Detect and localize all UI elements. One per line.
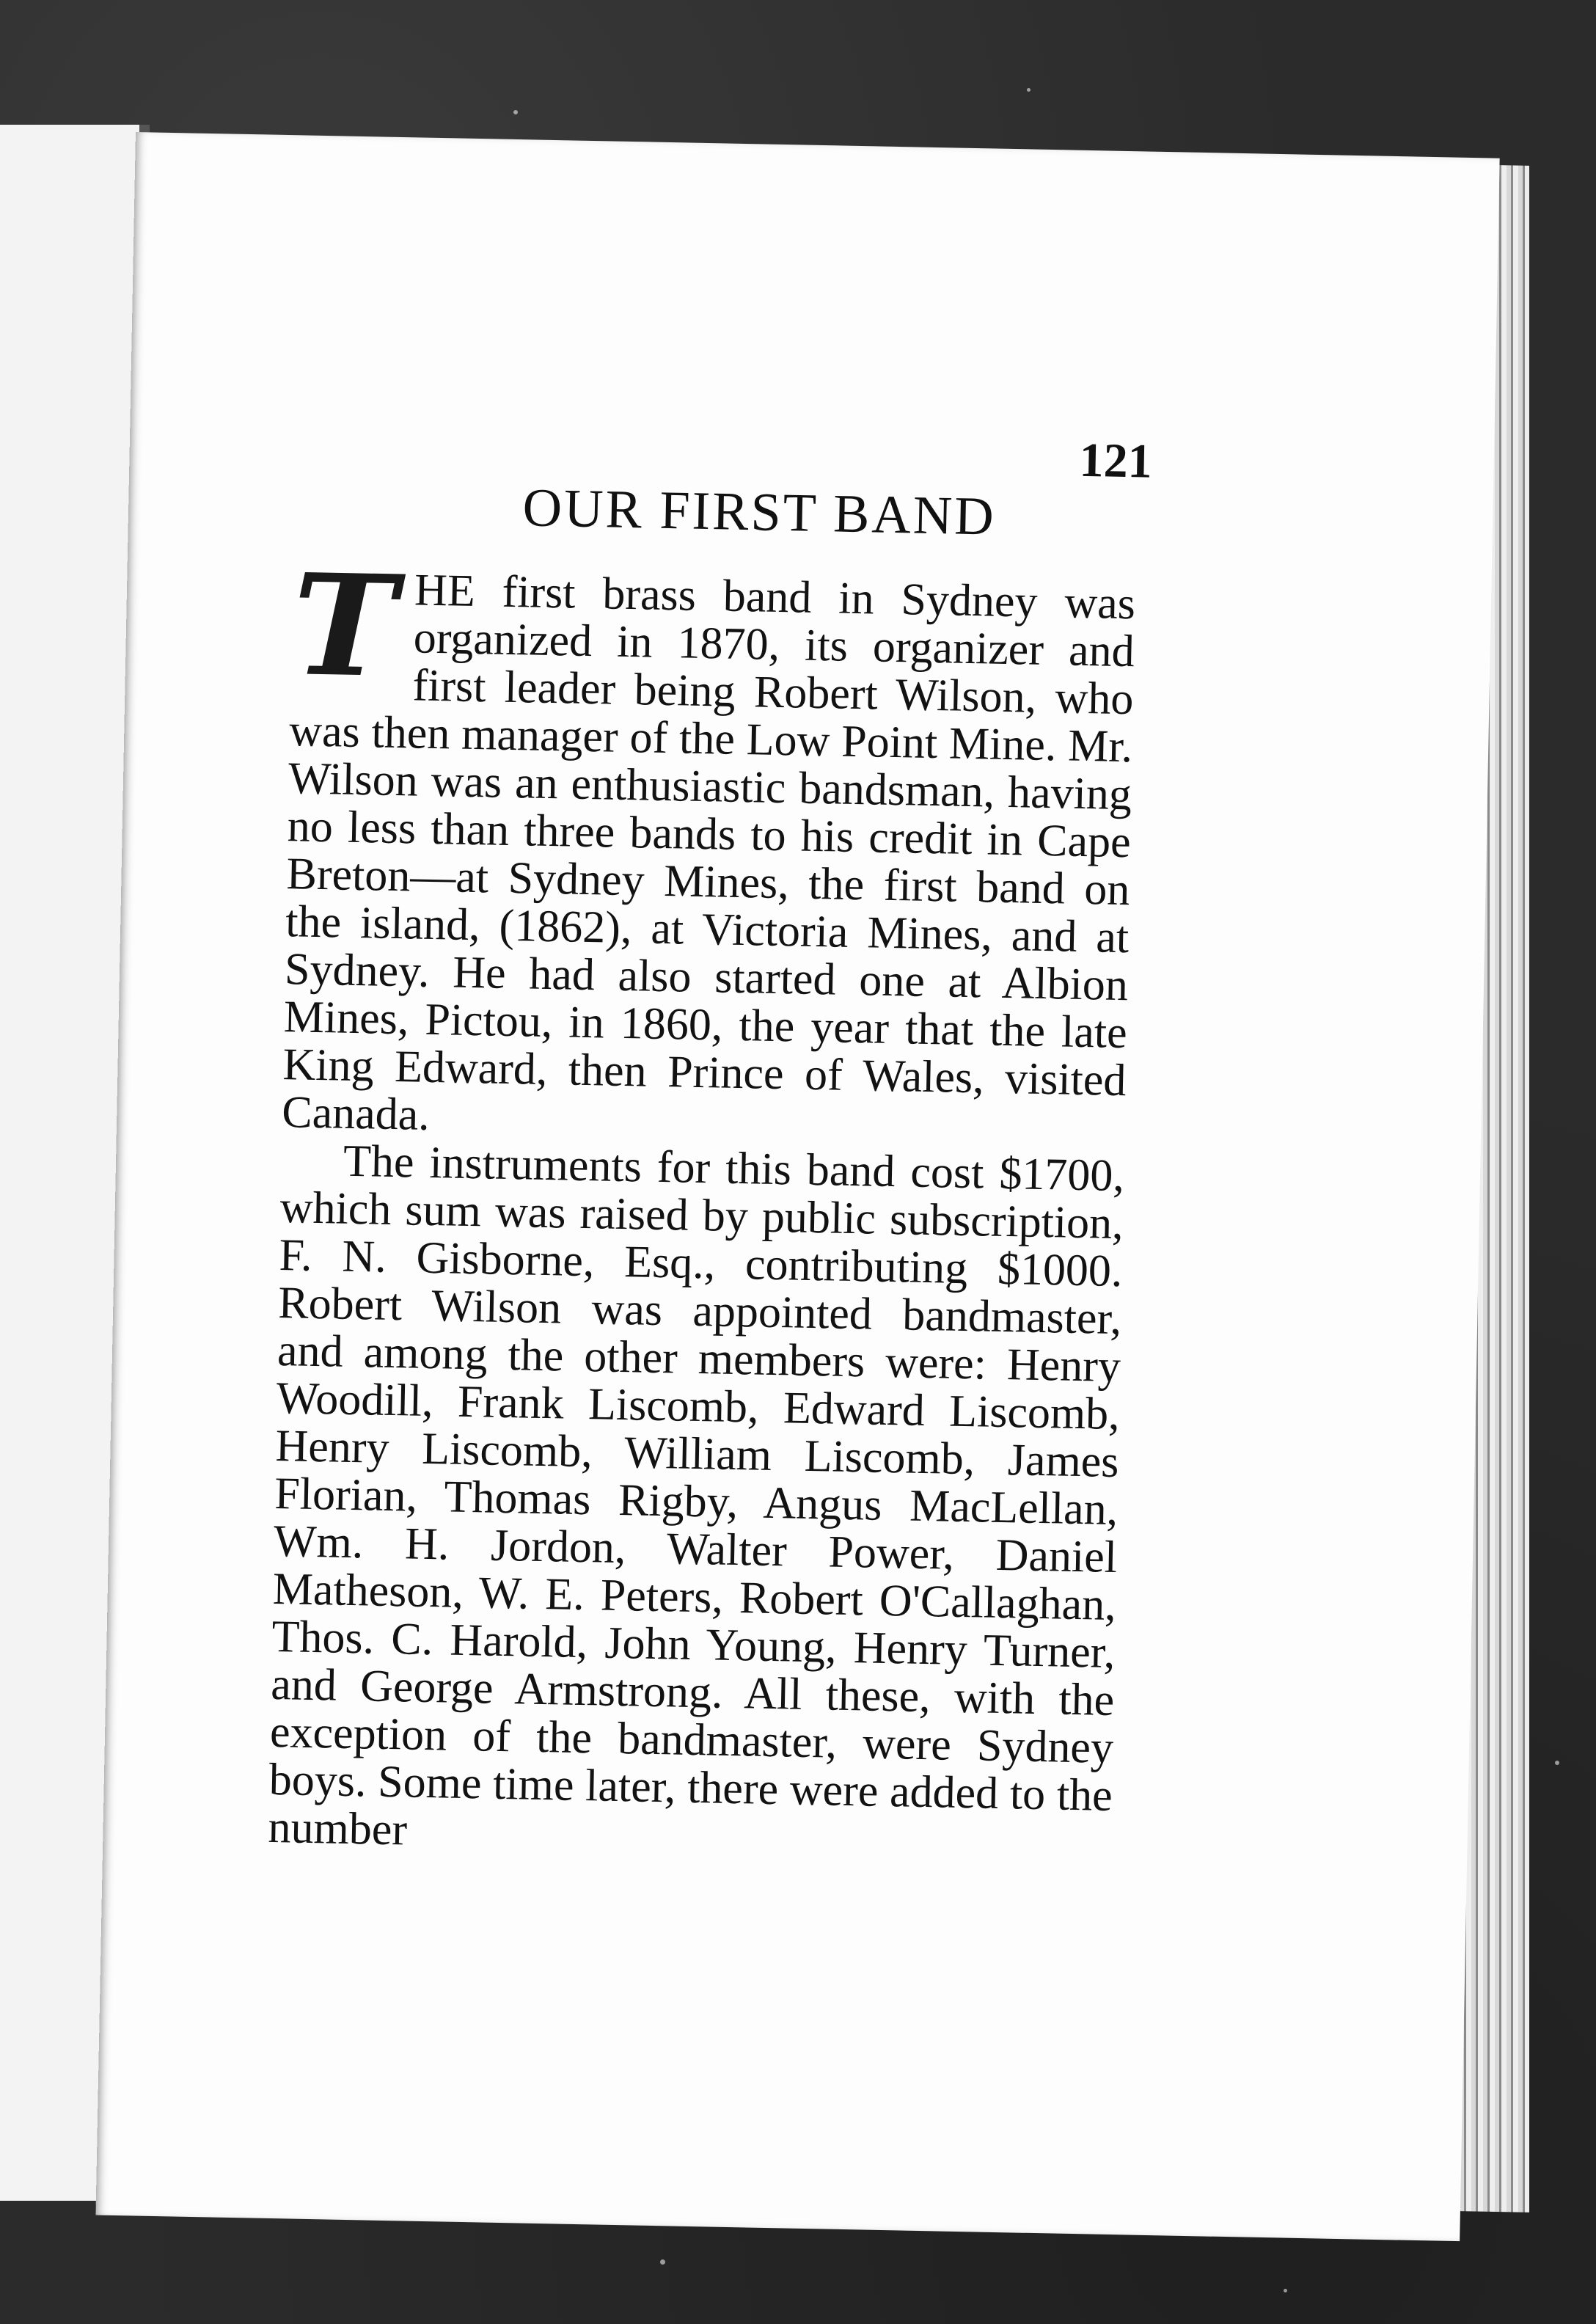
paragraph-1-text: HE first brass band in Sydney was organized in 1870, its organizer and first leader being Robert Wilson, who was then manager of the Low Point Mine. Mr. Wilson was an enthusiastic bandsman, having no less than three bands to his credit in Cape Breton—at Sydney Mines, the first band on the island, (1862), at Victoria Mines, and at Sydney. He had also started one at Albion Mines, Pictou, in 1860, the year that the late King Edward, then Prince of Wales, visited Canada. [281, 565, 1136, 1140]
chapter-title: OUR FIRST BAND [521, 478, 997, 547]
scan-speck [1555, 1761, 1559, 1765]
body-text [268, 543, 1136, 1868]
paragraph-2: The instruments for this band cost $1700, which sum was raised by public subscription, F. N. Gisborne, Esq., contributing $1000. Robert Wilson was appointed bandmaster, and among the other members were: Henry Woodill, Frank Liscomb, Edward Liscomb, Henry Liscomb, William Liscomb, James Florian, Thomas Rigby, Angus MacLellan, Wm. H. Jordon, Walter Power, Daniel Matheson, W. E. Peters, Robert O'Callaghan, Thos. C. Harold, John Young, Henry Turner, and George Armstrong. All these, with the exception of the bandmaster, were Sydney boys. Some time later, there were added to the number [268, 1136, 1125, 1855]
drop-cap-letter: T [290, 543, 398, 709]
scan-speck [1284, 2289, 1287, 2292]
scan-speck [1027, 88, 1031, 92]
book-page [95, 132, 1499, 2241]
scan-speck [513, 110, 518, 114]
scan-speck [660, 2259, 665, 2265]
paragraph-1 [281, 543, 1136, 1152]
page-number: 121 [1078, 433, 1153, 489]
